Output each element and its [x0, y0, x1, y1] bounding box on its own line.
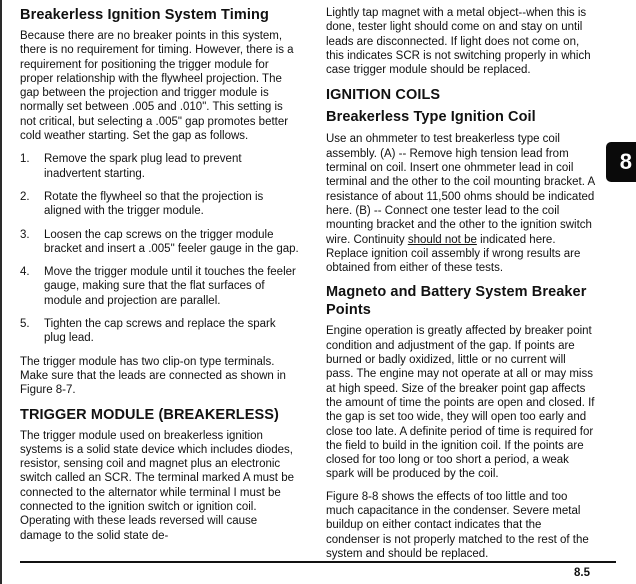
section-title-magneto-points: Magneto and Battery System Breaker Points — [326, 284, 587, 319]
terminals-paragraph: The trigger module has two clip-on type terminals. Make sure that the leads are connected as shown in Figure 8-7. — [20, 355, 286, 397]
footer-rule — [20, 561, 616, 563]
trigger-module-paragraph: The trigger module used on breakerless ignition systems is a solid state device which includes diodes, resistor, sensing coil and magnet plus an electronic switch called an SCR. The terminal marked A must be connected to the alternator while terminal I must be connected to the ignition switch or ignition coil. Operating with these leads reversed will cause damage to the solid state de- — [20, 429, 294, 542]
list-item — [20, 265, 300, 308]
step-number: 2. — [20, 190, 30, 203]
step-text: Loosen the cap screws on the trigger module bracket and insert a .005" feeler gauge in the gap. — [44, 228, 299, 255]
list-item — [20, 190, 300, 219]
step-number: 3. — [20, 228, 30, 241]
list-item — [20, 317, 300, 346]
timing-intro-paragraph: Because there are no breaker points in this system, there is no requirement for timing. However, there is a requirement for positioning the trigger module for proper relationship with the flywheel projection. The gap between the projection and trigger module is normally set between .005 and .010". This setting is not critical, but selecting a .005" gap promotes better cold weather starting. Set the gap as follows. — [20, 30, 294, 143]
coil-test-paragraph — [326, 132, 596, 275]
step-number: 4. — [20, 266, 30, 279]
continued-paragraph: Lightly tap magnet with a metal object--when this is done, tester light should come on and stay on until leads are disconnected. If light does not come on, this indicates SCR is not switching properly in which case trigger module should be replaced. — [326, 7, 591, 77]
underlined-emphasis: should not be — [407, 233, 477, 246]
list-item — [20, 152, 300, 181]
timing-steps-list — [20, 152, 300, 345]
page-edge — [0, 0, 2, 584]
chapter-tab: 8 — [606, 142, 636, 182]
step-text: Rotate the flywheel so that the projection is aligned with the trigger module. — [44, 190, 264, 218]
section-title-breakerless-timing: Breakerless Ignition System Timing — [20, 7, 269, 23]
list-item — [20, 228, 300, 257]
step-number: 5. — [20, 318, 30, 331]
section-title-ignition-coils: IGNITION COILS — [326, 87, 441, 104]
step-number: 1. — [20, 153, 30, 166]
step-text: Remove the spark plug lead to prevent inadvertent starting. — [44, 153, 242, 180]
left-column — [20, 6, 300, 551]
subsection-title-breakerless-coil: Breakerless Type Ignition Coil — [326, 109, 536, 126]
section-title-trigger-module: TRIGGER MODULE (BREAKERLESS) — [20, 406, 279, 423]
coil-text-part: Use an ohmmeter to test breakerless type coil assembly. (A) -- Remove high tension lead from terminal on coil. Insert one ohmmeter lead in coil terminal and the other to the coil mounting bracket. A resistance of about 11,500 ohms should be indicated here. (B) -- Connect one tester lead to the coil mounting bracket and the other to the ignition switch wire. Continuity — [326, 133, 595, 246]
coil-text-part: indicated here. Replace ignition coil assembly if wrong results are obtained from either of these tests. — [326, 233, 581, 275]
condenser-paragraph: Figure 8-8 shows the effects of too little and too much capacitance in the condenser. Severe metal buildup on either contact indicates that the condenser is not properly matched to the rest of the system and should be replaced. — [326, 490, 589, 560]
step-text: Move the trigger module until it touches the feeler gauge, making sure that the flat surfaces of module and projection are parallel. — [44, 266, 296, 307]
page-number: 8.5 — [574, 567, 590, 579]
step-text: Tighten the cap screws and replace the spark plug lead. — [44, 318, 276, 345]
right-column — [326, 6, 596, 569]
breaker-points-paragraph: Engine operation is greatly affected by breaker point condition and adjustment of the gap. If points are burned or badly oxidized, little or no current will pass. The engine may not operate at all or may miss at high speed. Size of the breaker point gap affects the amount of time the points are open and closed. If the gap is set too wide, they will open too early and close too late. A definite period of time is required for the field to build in the ignition coil. If the points are closed for too long or too short a period, a weak spark will be produced by the coil. — [326, 325, 595, 481]
